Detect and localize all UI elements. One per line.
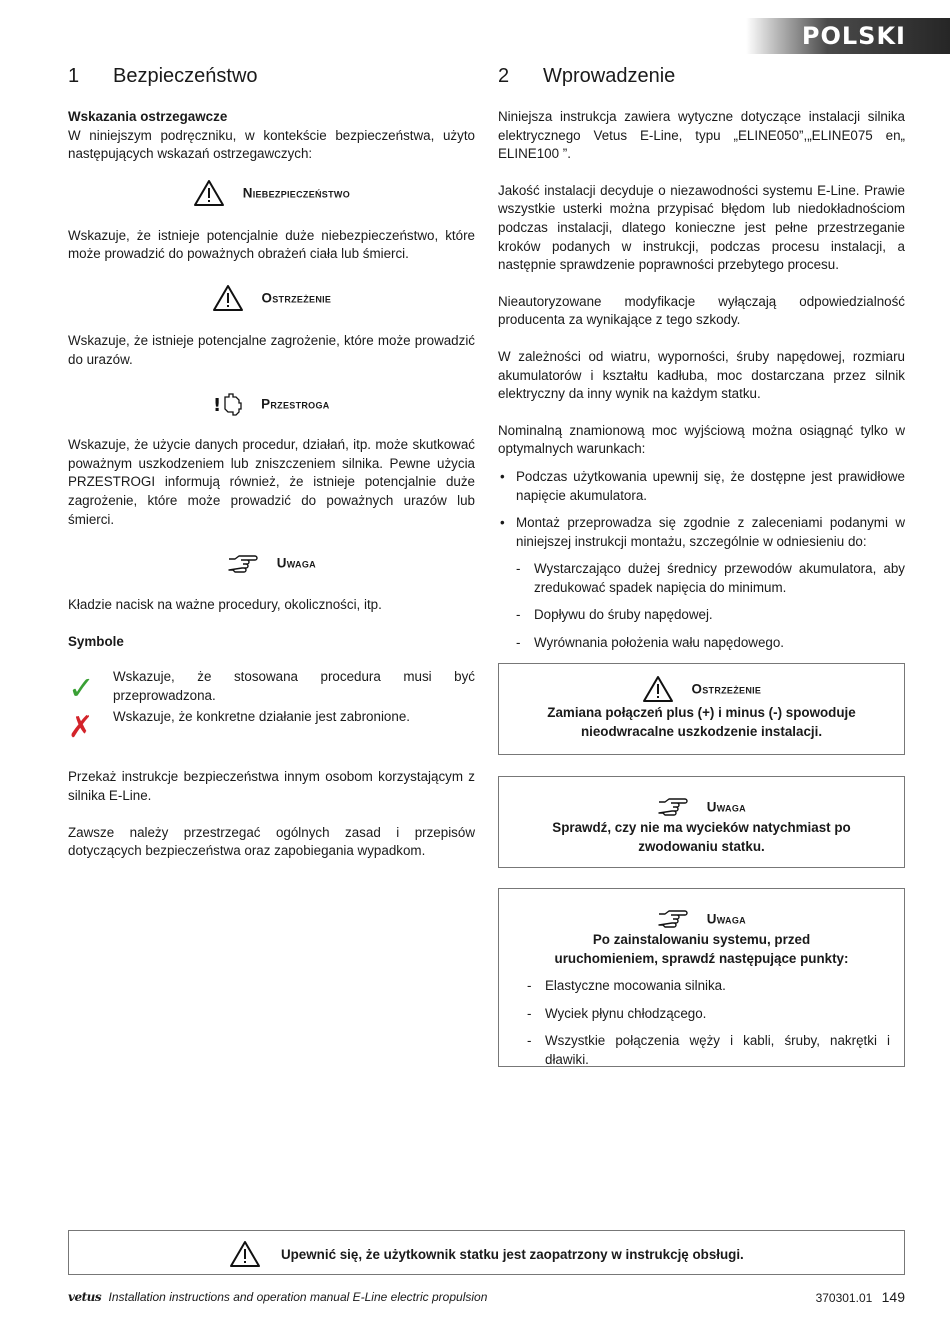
symbol-ok-row xyxy=(68,668,475,708)
warning-box-text: Zamiana połączeń plus (+) i minus (-) spowoduje nieodwracalne uszkodzenie instalacji. xyxy=(547,705,856,739)
list-item: - Wszystkie połączenia węży i kabli, śruby, nakrętki i dławiki. xyxy=(513,1032,890,1069)
warnings-intro: W niniejszym podręczniku, w kontekście bezpieczeństwa, użyto następujących wskazań ostrzegawczych: xyxy=(68,127,475,162)
cross-icon: ✗ xyxy=(68,711,94,745)
vetus-logo: vetus xyxy=(68,1290,102,1304)
always-text: Zawsze należy przestrzegać ogólnych zasad i przepisów dotyczących bezpieczeństwa oraz zapobiegania wypadkom. xyxy=(68,824,475,859)
caution-label: Przestroga xyxy=(261,396,330,412)
note-label: Uwaga xyxy=(706,911,746,927)
note-header xyxy=(513,795,890,819)
pointing-hand-icon xyxy=(657,797,689,817)
left-column xyxy=(68,60,475,861)
warning-box-polarity xyxy=(498,663,905,755)
danger-text: Wskazuje, że istnieje potencjalnie duże niebezpieczeństwo, które może prowadzić do poważnych obrażeń ciała lub śmierci. xyxy=(68,227,475,262)
doc-number: 370301.01 xyxy=(815,1291,873,1305)
caution-text: Wskazuje, że użycie danych procedur, działań, itp. może skutkować poważnym uszkodzeniem lub zniszczeniem silnika. Pewne użycia PRZESTROGI informują również, że istnieje potencjalnie duże zagrożenie, które może prowadzić do poważnych urazów lub śmierci. xyxy=(68,437,475,527)
intro-paragraph-2: Jakość instalacji decyduje o niezawodności systemu E-Line. Prawie wszystkie usterki można przypisać błędom lub niedokładnościom podczas instalacji, dlatego konieczne jest pełne przestrzeganie kroków podanych w instrukcji, podczas procesu instalacji, a następnie sprawdzenie poprawności przebytego procesu. xyxy=(498,182,905,273)
footer-title: Installation instructions and operation manual E-Line electric propulsion xyxy=(108,1290,488,1304)
list-item: • Podczas użytkowania upewnij się, że dostępne jest prawidłowe napięcie akumulatora. xyxy=(498,468,905,505)
section-number: 1 xyxy=(68,65,80,87)
list-item: - Wyciek płynu chłodzącego. xyxy=(513,1005,890,1024)
section-heading-safety xyxy=(68,60,475,92)
check-icon: ✓ xyxy=(68,670,95,707)
note-text: Kładzie nacisk na ważne procedury, okoliczności, itp. xyxy=(68,597,382,613)
bottom-warning-box xyxy=(68,1230,905,1275)
warning-triangle-icon xyxy=(229,1240,261,1268)
footer-right xyxy=(816,1287,905,1308)
symbol-ok-text: Wskazuje, że stosowana procedura musi być przeprowadzona. xyxy=(113,669,475,703)
note-box-leaks xyxy=(498,776,905,868)
pass-on-text: Przekaż instrukcje bezpieczeństwa innym osobom korzystającym z silnika E-Line. xyxy=(68,769,475,803)
note-box-text: Sprawdź, czy nie ma wycieków natychmiast po zwodowaniu statku. xyxy=(552,820,851,854)
symbol-no-text: Wskazuje, że konkretne działanie jest zabronione. xyxy=(113,709,410,725)
bottom-warning-text: Upewnić się, że użytkownik statku jest zaopatrzony w instrukcję obsługi. xyxy=(280,1246,744,1262)
symbol-no-row xyxy=(68,708,475,748)
warning-header xyxy=(68,281,475,315)
section-number: 2 xyxy=(498,65,510,87)
intro-paragraph-5: Nominalną znamionową moc wyjściową można osiągnąć tylko w optymalnych warunkach: xyxy=(498,422,905,457)
note-box-checklist xyxy=(498,888,905,1067)
pointing-hand-icon xyxy=(227,554,259,574)
note-header xyxy=(68,546,475,580)
note-box-text: Po zainstalowaniu systemu, przed uruchomieniem, sprawdź następujące punkty: xyxy=(554,932,849,966)
list-item: - Wyrównania położenia wału napędowego. xyxy=(498,634,905,653)
list-item: - Wystarczająco dużej średnicy przewodów akumulatora, aby zredukować spadek napięcia do minimum. xyxy=(498,560,905,597)
caution-engine-icon xyxy=(213,391,243,419)
checklist xyxy=(513,977,890,1069)
warning-header xyxy=(513,674,890,704)
note-label: Uwaga xyxy=(276,555,316,571)
section-heading-intro xyxy=(498,60,905,92)
page-number: 149 xyxy=(881,1289,905,1305)
svg-text:!: ! xyxy=(213,394,222,416)
warning-label: Ostrzeżenie xyxy=(261,290,332,306)
warnings-heading: Wskazania ostrzegawcze xyxy=(68,109,228,124)
caution-header xyxy=(68,387,475,421)
note-header xyxy=(513,907,890,931)
note-label: Uwaga xyxy=(706,799,746,815)
section-title: Bezpieczeństwo xyxy=(113,65,258,87)
section-title: Wprowadzenie xyxy=(543,65,676,87)
danger-label: Niebezpieczeństwo xyxy=(242,185,350,201)
intro-paragraph-4: W zależności od wiatru, wyporności, śruby napędowej, rozmiaru akumulatorów i kształtu kadłuba, moc dostarczana przez silnik elektryczny da inny wynik na każdym statku. xyxy=(498,348,905,402)
list-item: • Montaż przeprowadza się zgodnie z zaleceniami podanymi w niniejszej instrukcji montażu, szczególnie w odniesieniu do: xyxy=(498,514,905,551)
warning-triangle-icon xyxy=(193,179,225,207)
language-tab: POLSKI xyxy=(746,18,950,54)
list-item: - Elastyczne mocowania silnika. xyxy=(513,977,890,996)
pointing-hand-icon xyxy=(657,909,689,929)
right-column xyxy=(498,60,905,653)
symbols-heading: Symbole xyxy=(68,633,124,649)
warning-text: Wskazuje, że istnieje potencjalne zagrożenie, które może prowadzić do urazów. xyxy=(68,332,475,367)
list-item: - Dopływu do śruby napędowej. xyxy=(498,606,905,625)
warning-label: Ostrzeżenie xyxy=(691,681,762,697)
intro-paragraph-3: Nieautoryzowane modyfikacje wyłączają odpowiedzialność producenta za wynikające z tego szkody. xyxy=(498,293,905,328)
page-footer xyxy=(68,1287,905,1307)
warning-triangle-icon xyxy=(212,284,244,312)
danger-header xyxy=(68,176,475,210)
warning-triangle-icon xyxy=(642,675,674,703)
intro-paragraph-1: Niniejsza instrukcja zawiera wytyczne dotyczące instalacji silnika elektrycznego Vetus E-Line, typu „ELINE050”,„ELINE075 en„ ELINE100 ”. xyxy=(498,109,905,162)
conditions-list xyxy=(498,468,905,653)
